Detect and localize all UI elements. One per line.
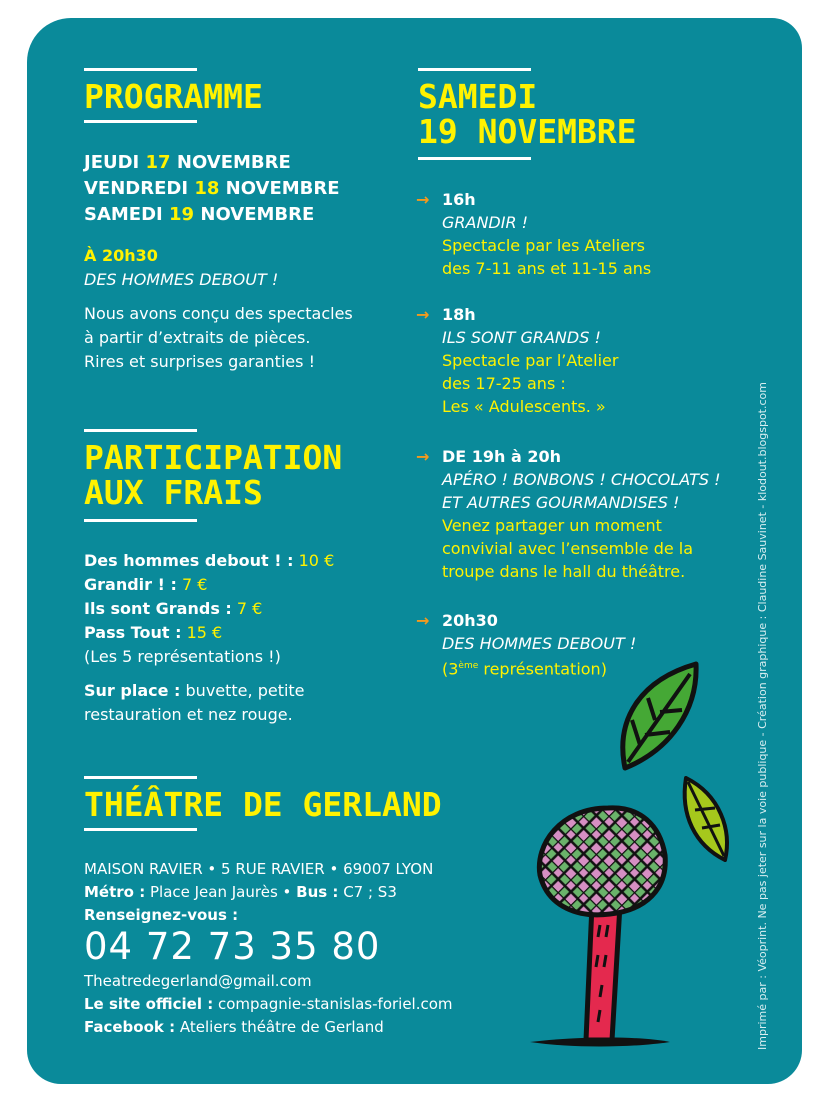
price-list: Des hommes debout ! : 10 € Grandir ! : 7 € Ils sont Grands : 7 € Pass Tout : 15 € (Les 5 représentations !) (84, 551, 335, 666)
samedi-title: SAMEDI 19 NOVEMBRE (418, 77, 637, 151)
divider (84, 519, 197, 522)
divider (418, 68, 531, 71)
programme-description: Nous avons conçu des spectacles à partir d’extraits de pièces. Rires et surprises garanties ! (84, 304, 353, 371)
divider (84, 120, 197, 123)
divider (84, 429, 197, 432)
participation-title: PARTICIPATION AUX FRAIS (84, 438, 343, 512)
arrow-right-icon: → (416, 190, 430, 209)
theatre-info: MAISON RAVIER • 5 RUE RAVIER • 69007 LYON Métro : Place Jean Jaurès • Bus : C7 ; S3 Renseignez-vous : (84, 860, 434, 924)
print-credits: Imprimé par : Véoprint. Ne pas jeter sur la voie publique - Création graphique : Claudine Sauvinet - klodout.blogspot.com (756, 382, 769, 1050)
event-19h-20h: → DE 19h à 20h APÉRO ! BONBONS ! CHOCOLATS ! ET AUTRES GOURMANDISES ! Venez partager un moment convivial avec l’ensemble de la troupe dans le hall du théâtre. (416, 447, 721, 581)
divider (84, 68, 197, 71)
programme-show: À 20h30 DES HOMMES DEBOUT ! (84, 246, 279, 289)
programme-title: PROGRAMME (84, 77, 263, 116)
theatre-title: THÉÂTRE DE GERLAND (84, 785, 442, 824)
theatre-contacts: Theatredegerland@gmail.com Le site officiel : compagnie-stanislas-foriel.com Facebook : Ateliers théâtre de Gerland (84, 972, 453, 1036)
phone-number[interactable]: 04 72 73 35 80 (84, 925, 381, 968)
event-16h: → 16h GRANDIR ! Spectacle par les Ateliers des 7-11 ans et 11-15 ans (416, 190, 652, 278)
arrow-right-icon: → (416, 611, 430, 630)
artichoke-tree-illustration (520, 650, 750, 1050)
email-link[interactable]: Theatredegerland@gmail.com (84, 972, 312, 990)
arrow-right-icon: → (416, 447, 430, 466)
divider (84, 828, 197, 831)
facebook-link[interactable]: Ateliers théâtre de Gerland (179, 1018, 384, 1036)
programme-dates: JEUDI 17 NOVEMBRE VENDREDI 18 NOVEMBRE SAMEDI 19 NOVEMBRE (84, 152, 340, 225)
website-link[interactable]: compagnie-stanislas-foriel.com (217, 995, 453, 1013)
divider (418, 157, 531, 160)
event-18h: → 18h ILS SONT GRANDS ! Spectacle par l’Atelier des 17-25 ans : Les « Adulescents. » (416, 305, 619, 416)
arrow-right-icon: → (416, 305, 430, 324)
divider (84, 776, 197, 779)
event-20h30: → 20h30 DES HOMMES DEBOUT ! (3ème représentation) (416, 611, 637, 679)
onsite-info: Sur place : buvette, petite restauration et nez rouge. (84, 681, 305, 724)
